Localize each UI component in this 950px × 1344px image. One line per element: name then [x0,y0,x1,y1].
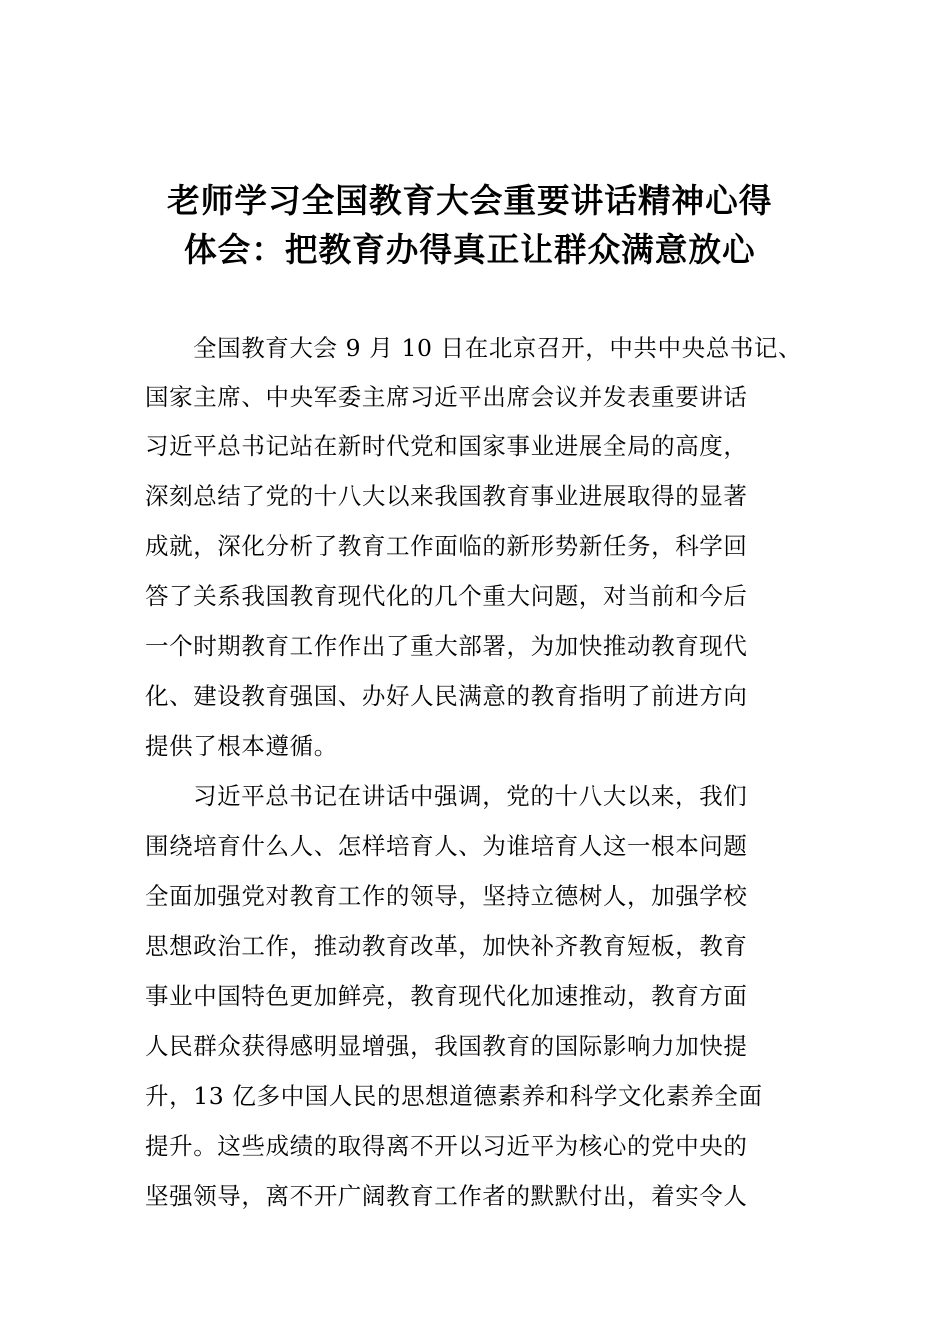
paragraph-2-line: 坚强领导，离不开广阔教育工作者的默默付出，着实令人 [145,1182,748,1210]
paragraph-1-line: 国家主席、中央军委主席习近平出席会议并发表重要讲话 [145,383,748,411]
paragraph-2-line: 事业中国特色更加鲜亮，教育现代化加速推动，教育方面 [145,982,748,1010]
paragraph-1-line: 一个时期教育工作作出了重大部署，为加快推动教育现代 [145,632,748,660]
paragraph-1-line: 成就，深化分析了教育工作面临的新形势新任务，科学回 [145,532,748,560]
paragraph-1-line: 答了关系我国教育现代化的几个重大问题，对当前和今后 [145,582,748,610]
paragraph-2-line: 全面加强党对教育工作的领导，坚持立德树人，加强学校 [145,882,748,910]
paragraph-1-line: 化、建设教育强国、办好人民满意的教育指明了前进方向 [145,682,748,710]
paragraph-1-line: 提供了根本遵循。 [145,732,338,760]
document-title-line-1: 老师学习全国教育大会重要讲话精神心得 [167,181,773,220]
paragraph-2-line: 思想政治工作，推动教育改革，加快补齐教育短板，教育 [145,932,748,960]
paragraph-1-line: 深刻总结了党的十八大以来我国教育事业进展取得的显著 [145,482,748,510]
paragraph-2-line: 人民群众获得感明显增强，我国教育的国际影响力加快提 [145,1032,748,1060]
paragraph-2-line: 习近平总书记在讲话中强调，党的十八大以来，我们 [193,782,748,810]
paragraph-1-line: 全国教育大会 9 月 10 日在北京召开，中共中央总书记、 [193,334,803,362]
paragraph-1-line: 习近平总书记站在新时代党和国家事业进展全局的高度， [145,432,748,460]
paragraph-2-line: 提升。这些成绩的取得离不开以习近平为核心的党中央的 [145,1132,748,1160]
paragraph-2-line: 围绕培育什么人、怎样培育人、为谁培育人这一根本问题 [145,832,748,860]
paragraph-2-line: 升，13 亿多中国人民的思想道德素养和科学文化素养全面 [145,1082,763,1110]
document-title-line-2: 体会：把教育办得真正让群众满意放心 [183,230,756,269]
